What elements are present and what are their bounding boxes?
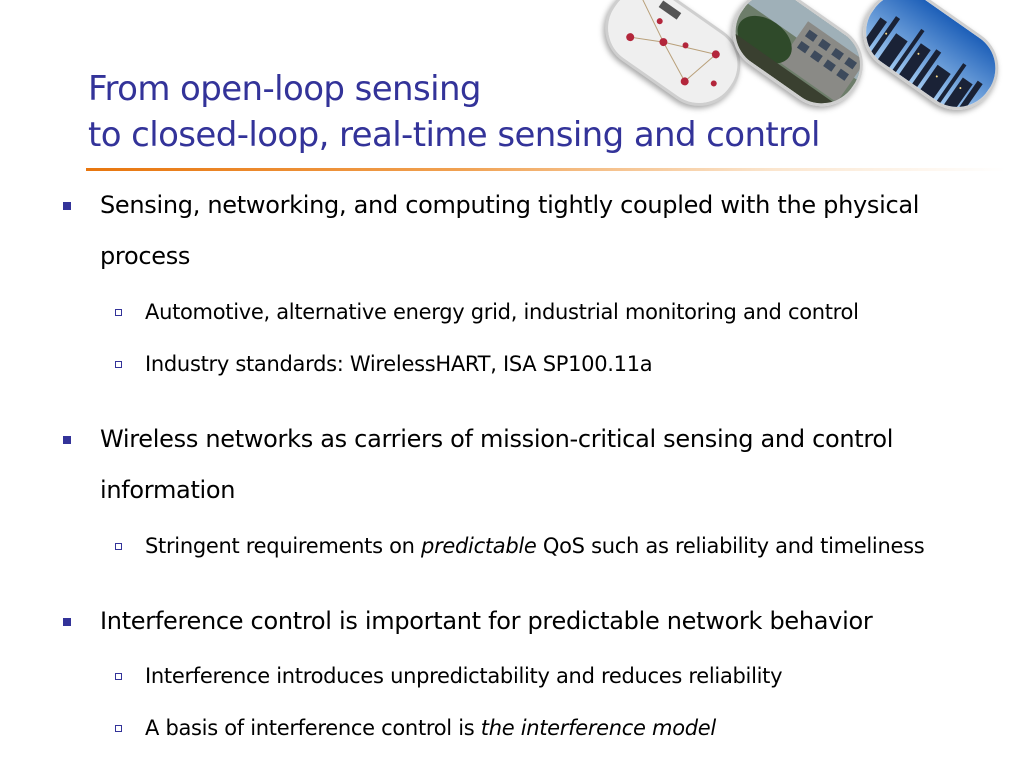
sub-bullet-3-2 [145,714,1015,742]
bullet-2 [100,414,1000,516]
hollow-square-bullet-icon [115,725,122,732]
sub-bullet-2-1-emphasis: predictable [421,534,537,558]
bullet-1 [100,180,1000,282]
sub-bullet-1-2 [145,350,1015,378]
sub-bullet-3-2-pre: A basis of interference control is [145,716,481,740]
bullet-1-text: Sensing, networking, and computing tightly coupled with the physical process [100,191,920,270]
title-line-1: From open-loop sensing [88,69,481,109]
sub-bullet-2-1-post: QoS such as reliability and timeliness [536,534,925,558]
sub-bullet-3-2-emphasis: the interference model [480,716,716,740]
hollow-square-bullet-icon [115,309,122,316]
sub-bullet-1-2-text: Industry standards: WirelessHART, ISA SP100.11a [145,352,653,376]
sub-bullet-2-1 [145,532,1015,560]
title-line-2: to closed-loop, real-time sensing and control [88,115,820,155]
sub-bullet-3-1-text: Interference introduces unpredictability and reduces reliability [145,664,783,688]
sub-bullet-3-1 [145,662,1015,690]
hollow-square-bullet-icon [115,543,122,550]
sub-bullet-1-1 [145,298,1015,326]
square-bullet-icon [63,202,71,210]
hollow-square-bullet-icon [115,673,122,680]
square-bullet-icon [63,436,71,444]
bullet-3 [100,596,1000,647]
sub-bullet-1-1-text: Automotive, alternative energy grid, industrial monitoring and control [145,300,859,324]
bullet-3-text: Interference control is important for predictable network behavior [100,607,873,635]
sub-bullet-2-1-pre: Stringent requirements on [145,534,422,558]
hollow-square-bullet-icon [115,361,122,368]
bullet-2-text: Wireless networks as carriers of mission-critical sensing and control information [100,425,894,504]
square-bullet-icon [63,618,71,626]
